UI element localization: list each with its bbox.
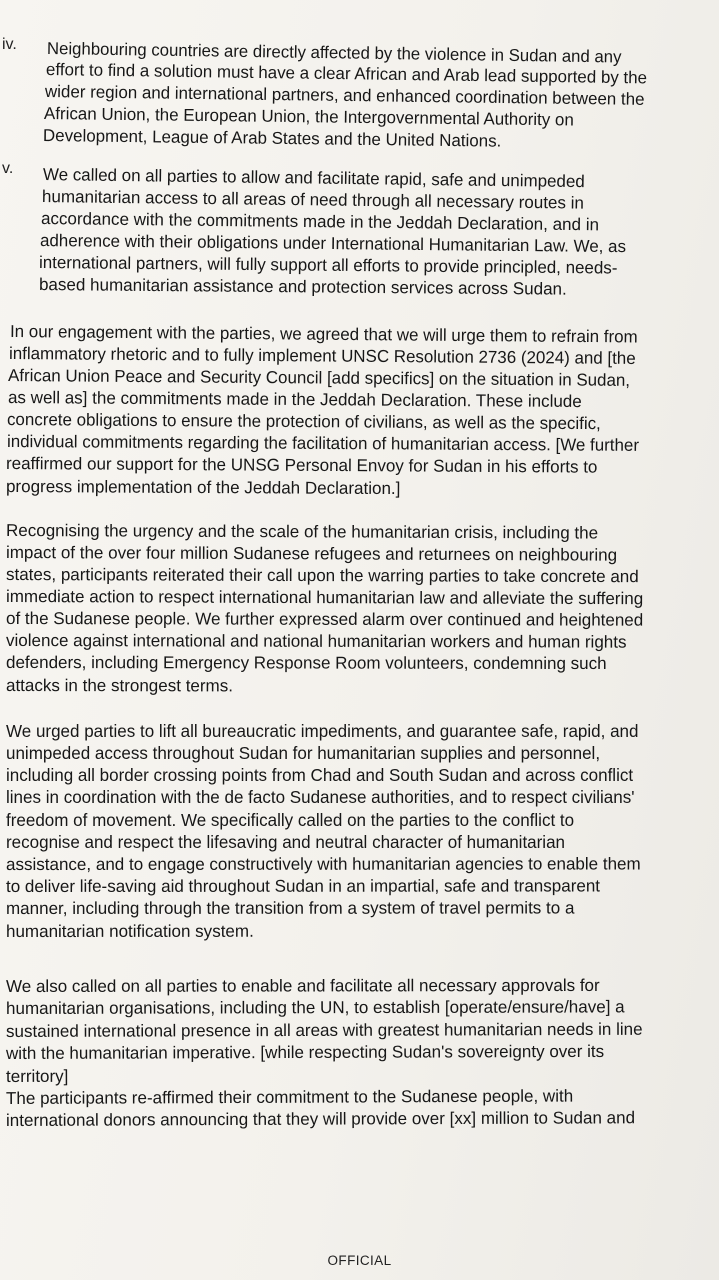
text-line: reaffirmed our support for the UNSG Personal Envoy for Sudan in his efforts to [5, 453, 598, 477]
text-line: manner, including through the transition from a system of travel permits to a [5, 897, 575, 918]
text-line: freedom of movement. We specifically called on the parties to the conflict to [6, 810, 575, 830]
text-line: international partners, will fully support all efforts to provide principled, needs- [38, 252, 618, 278]
text-line: defenders, including Emergency Response Room volunteers, condemning such [5, 652, 607, 674]
text-line: with the humanitarian imperative. [while respecting Sudan's sovereignty over its [5, 1040, 605, 1063]
text-line: states, participants reiterated their call upon the warring parties to take concrete and [5, 564, 639, 587]
text-line: effort to find a solution must have a clear African and Arab lead supported by the [45, 59, 648, 88]
text-line: African Union Peace and Security Council [add specifics] on the situation in Sudan, [7, 365, 631, 390]
text-line: lines in coordination with the de facto Sudanese authorities, and to respect civilians' [6, 787, 635, 807]
text-line: as well as] the commitments made in the Jeddah Declaration. These include [7, 387, 582, 412]
text-line: accordance with the commitments made in the Jeddah Declaration, and in [40, 208, 600, 235]
item-numeral: v. [2, 160, 14, 177]
text-line: sustained international presence in all areas with greatest humanitarian needs in line [5, 1018, 643, 1041]
text-line: international donors announcing that they will provide over [xx] million to Sudan and [5, 1107, 636, 1130]
text-line: violence against international and national humanitarian workers and human rights [5, 630, 627, 652]
text-line: adherence with their obligations under International Humanitarian Law. We, as [39, 230, 627, 257]
text-line: wider region and international partners, and enhanced coordination between the [44, 81, 645, 109]
text-line: inflammatory rhetoric and to fully implement UNSC Resolution 2736 (2024) and [the [8, 343, 636, 368]
text-line: Neighbouring countries are directly affected by the violence in Sudan and any [46, 38, 622, 67]
classification-footer: OFFICIAL [327, 1253, 392, 1268]
text-line: The participants re-affirmed their commitment to the Sudanese people, with [5, 1085, 574, 1108]
item-numeral: iv. [2, 36, 17, 53]
text-line: humanitarian access to all areas of need through all necessary routes in [41, 186, 585, 213]
text-line: to deliver life-saving aid throughout Sudan in an impartial, safe and transparent [5, 875, 601, 896]
text-line: Development, League of Arab States and the United Nations. [42, 125, 502, 151]
text-line: African Union, the European Union, the Intergovernmental Authority on [43, 103, 574, 130]
text-line: including all border crossing points from Chad and South Sudan and across conflict [6, 765, 634, 785]
text-line: humanitarian organisations, including the UN, to establish [operate/ensure/have] a [5, 996, 625, 1018]
text-line: progress implementation of the Jeddah Declaration.] [5, 476, 401, 499]
text-line: recognise and respect the lifesaving and neutral character of humanitarian [6, 832, 566, 852]
text-line: We called on all parties to allow and facilitate rapid, safe and unimpeded [42, 164, 585, 192]
text-line: immediate action to respect international humanitarian law and alleviate the suffering [5, 586, 644, 609]
text-line: of the Sudanese people. We further expressed alarm over continued and heightened [5, 608, 644, 630]
text-line: Recognising the urgency and the scale of the humanitarian crisis, including the [5, 520, 599, 543]
text-line: individual commitments regarding the facilitation of humanitarian access. [We further [6, 431, 640, 455]
text-line: assistance, and to engage constructively with humanitarian agencies to enable them [5, 853, 641, 874]
text-line: unimpeded access throughout Sudan for humanitarian supplies and personnel, [6, 743, 601, 763]
text-line: We urged parties to lift all bureaucratic impediments, and guarantee safe, rapid, and [6, 721, 639, 741]
text-line: In our engagement with the parties, we agreed that we will urge them to refrain from [9, 321, 638, 347]
text-line: territory] [5, 1065, 69, 1086]
text-line: humanitarian notification system. [5, 920, 254, 941]
text-line: impact of the over four million Sudanese refugees and returnees on neighbouring [5, 542, 618, 565]
text-line: based humanitarian assistance and protection services across Sudan. [38, 274, 567, 299]
text-line: We also called on all parties to enable and facilitate all necessary approvals for [5, 974, 600, 996]
text-line: attacks in the strongest terms. [5, 675, 233, 696]
text-line: concrete obligations to ensure the protection of civilians, as well as the specific, [6, 409, 601, 434]
